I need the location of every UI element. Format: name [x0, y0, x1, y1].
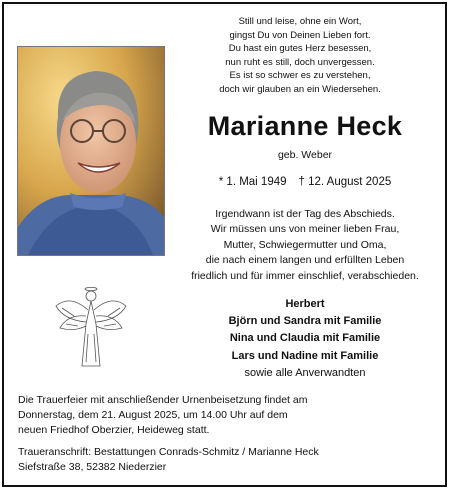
verse-line: gingst Du von Deinen Lieben fort. [229, 29, 371, 41]
farewell-line: friedlich und für immer einschlief, verabschieden. [191, 269, 419, 282]
service-line: Die Trauerfeier mit anschließender Urnenbeisetzung findet am [18, 394, 308, 406]
family-member: Lars und Nadine mit Familie [231, 349, 379, 362]
farewell-text [170, 207, 440, 284]
farewell-line: Irgendwann ist der Tag des Abschieds. [215, 208, 395, 220]
verse-line: Du hast ein gutes Herz besessen, [228, 43, 372, 55]
verse-line: Still und leise, ohne ein Wort, [238, 16, 362, 27]
address-line: Siefstraße 38, 52382 Niederzier [18, 460, 167, 473]
funeral-service-info [18, 393, 438, 437]
angel-icon [50, 284, 132, 376]
verse-line: nun ruht es still, doch unvergessen. [225, 56, 375, 68]
family-member: Nina und Claudia mit Familie [229, 332, 381, 345]
memorial-verse [170, 15, 430, 97]
family-member: Herbert [285, 298, 325, 310]
address-line: Traueranschrift: Bestattungen Conrads-Schmitz / Marianne Heck [18, 446, 319, 458]
verse-line: doch wir glauben an ein Wiedersehen. [219, 83, 381, 95]
portrait-photo [17, 46, 165, 256]
death-date: † 12. August 2025 [298, 176, 392, 188]
deceased-name: Marianne Heck [207, 111, 403, 141]
farewell-line: die nach einem langen und erfüllten Leben [205, 254, 405, 267]
service-line: Donnerstag, dem 21. August 2025, um 14.00 Uhr auf dem [18, 408, 288, 421]
family-member: Björn und Sandra mit Familie [228, 315, 382, 328]
family-relatives: sowie alle Anverwandten [244, 366, 366, 379]
verse-line: Es ist so schwer es zu verstehen, [229, 70, 371, 82]
farewell-line: Wir müssen uns von meiner lieben Frau, [210, 223, 400, 236]
life-dates [180, 176, 430, 188]
birth-date: * 1. Mai 1949 [218, 176, 287, 188]
mourning-address [18, 445, 438, 475]
family-signatures [180, 296, 430, 382]
portrait-illustration [18, 47, 164, 255]
maiden-name: geb. Weber [277, 149, 333, 161]
service-line: neuen Friedhof Oberzier, Heideweg statt. [18, 423, 210, 436]
farewell-line: Mutter, Schwiegermutter und Oma, [223, 238, 387, 251]
